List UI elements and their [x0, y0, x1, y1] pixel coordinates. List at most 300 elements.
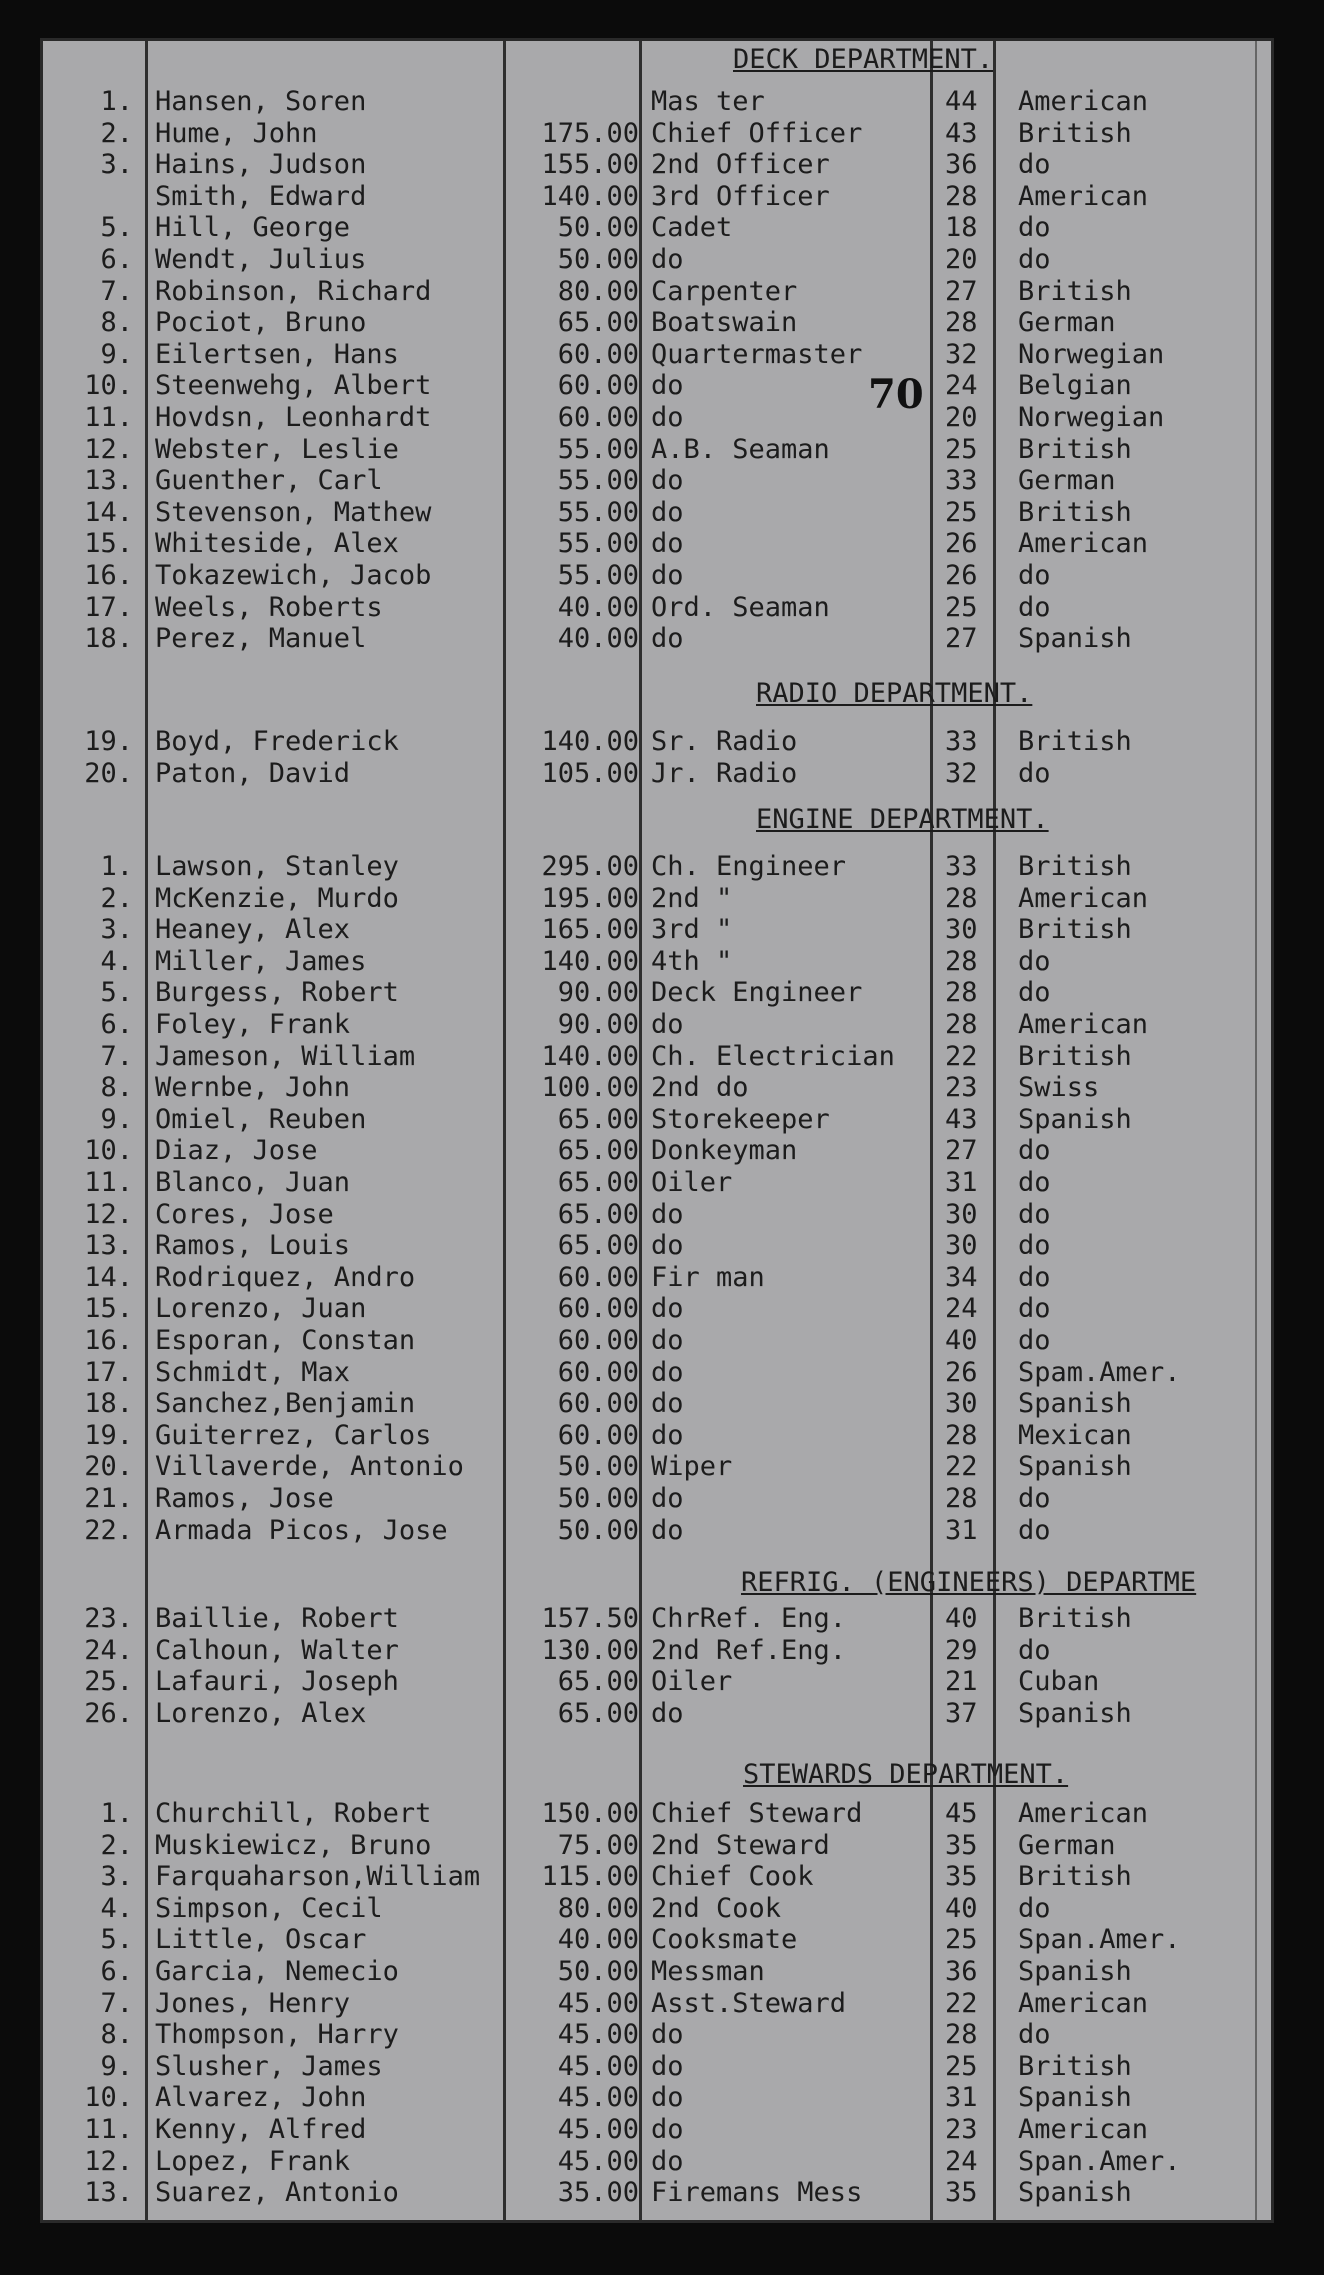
rating: Cadet — [651, 212, 733, 244]
monthly-wage: 65.00 — [557, 1135, 639, 1167]
table-row — [43, 434, 1271, 466]
crew-name: Lafauri, Joseph — [155, 1666, 399, 1698]
row-number: 17. — [84, 591, 133, 623]
nationality: Spanish — [1018, 1451, 1132, 1483]
rating: Quartermaster — [651, 338, 863, 370]
monthly-wage: 80.00 — [557, 275, 639, 307]
rating: do — [651, 560, 684, 591]
table-row — [43, 86, 1271, 118]
table-row — [43, 1924, 1271, 1956]
monthly-wage: 55.00 — [557, 465, 639, 497]
nationality: do — [1018, 1514, 1051, 1546]
rating: ChrRef. Eng. — [651, 1603, 847, 1634]
age: 20 — [945, 402, 978, 433]
nationality: Norwegian — [1018, 338, 1165, 370]
crew-name: Baillie, Robert — [155, 1603, 399, 1634]
age: 18 — [945, 212, 978, 244]
monthly-wage: 40.00 — [557, 591, 639, 623]
monthly-wage: 60.00 — [557, 1261, 639, 1293]
nationality: American — [1018, 2114, 1149, 2145]
table-row — [43, 1104, 1271, 1136]
row-number: 24. — [84, 1634, 133, 1666]
crew-name: Jones, Henry — [155, 1987, 351, 2019]
table-row — [43, 2051, 1271, 2083]
crew-name: Ramos, Jose — [155, 1483, 334, 1514]
table-row — [43, 883, 1271, 915]
crew-name: Pociot, Bruno — [155, 307, 367, 339]
monthly-wage: 60.00 — [557, 402, 639, 433]
row-number: 25. — [84, 1666, 133, 1698]
rating: Deck Engineer — [651, 977, 863, 1009]
crew-name: Hansen, Soren — [155, 86, 367, 117]
monthly-wage: 140.00 — [541, 1040, 639, 1072]
crew-name: Villaverde, Antonio — [155, 1451, 464, 1483]
row-number: 14. — [84, 1261, 133, 1293]
nationality: Spanish — [1018, 1388, 1132, 1420]
monthly-wage: 45.00 — [557, 2145, 639, 2177]
crew-name: Webster, Leslie — [155, 433, 399, 465]
row-number: 19. — [84, 1419, 133, 1451]
age: 36 — [945, 1956, 978, 1987]
rating: Mas ter — [651, 86, 765, 117]
row-number: 6. — [100, 1009, 133, 1040]
crew-name: Foley, Frank — [155, 1009, 351, 1040]
row-number: 14. — [84, 496, 133, 528]
age: 26 — [945, 560, 978, 591]
monthly-wage: 65.00 — [557, 1230, 639, 1262]
rating: 3rd Officer — [651, 180, 830, 212]
age: 43 — [945, 1103, 978, 1135]
rating: do — [651, 496, 684, 528]
age: 25 — [945, 1924, 978, 1956]
age: 25 — [945, 496, 978, 528]
table-row — [43, 1009, 1271, 1041]
monthly-wage: 140.00 — [541, 180, 639, 212]
nationality: do — [1018, 977, 1051, 1009]
nationality: do — [1018, 1634, 1051, 1666]
row-number: 3. — [100, 1861, 133, 1893]
nationality: do — [1018, 560, 1051, 591]
row-number: 10. — [84, 1135, 133, 1167]
monthly-wage: 90.00 — [557, 1009, 639, 1040]
monthly-wage: 130.00 — [541, 1634, 639, 1666]
rating: do — [651, 1325, 684, 1356]
monthly-wage: 40.00 — [557, 623, 639, 655]
monthly-wage: 60.00 — [557, 370, 639, 402]
crew-name: Slusher, James — [155, 2050, 383, 2082]
row-number: 3. — [100, 914, 133, 946]
rating: Cooksmate — [651, 1924, 798, 1956]
monthly-wage: 60.00 — [557, 1356, 639, 1388]
monthly-wage: 60.00 — [557, 1388, 639, 1420]
table-row — [43, 149, 1271, 181]
nationality: Spanish — [1018, 623, 1132, 655]
table-row — [43, 851, 1271, 883]
age: 20 — [945, 244, 978, 275]
rating: Carpenter — [651, 275, 798, 307]
rating: do — [651, 2145, 684, 2177]
row-number: 16. — [84, 1325, 133, 1356]
table-row — [43, 1451, 1271, 1483]
row-number: 19. — [84, 726, 133, 757]
rating: 2nd Steward — [651, 1829, 830, 1861]
crew-name: Garcia, Nemecio — [155, 1956, 399, 1987]
crew-name: Esporan, Constan — [155, 1325, 416, 1356]
nationality: British — [1018, 914, 1132, 946]
crew-name: Little, Oscar — [155, 1924, 367, 1956]
table-row — [43, 1388, 1271, 1420]
age: 40 — [945, 1892, 978, 1924]
crew-name: Kenny, Alfred — [155, 2114, 367, 2145]
age: 27 — [945, 623, 978, 655]
table-row — [43, 623, 1271, 655]
rating: Ch. Engineer — [651, 851, 847, 882]
monthly-wage: 60.00 — [557, 1325, 639, 1356]
crew-name: Hume, John — [155, 117, 318, 149]
row-number: 8. — [100, 2019, 133, 2051]
age: 21 — [945, 1666, 978, 1698]
monthly-wage: 195.00 — [541, 882, 639, 914]
monthly-wage: 295.00 — [541, 851, 639, 882]
table-row — [43, 758, 1271, 790]
crew-name: Suarez, Antonio — [155, 2177, 399, 2209]
table-row — [43, 1420, 1271, 1452]
crew-name: Sanchez,Benjamin — [155, 1388, 416, 1420]
nationality: do — [1018, 1261, 1051, 1293]
table-row — [43, 465, 1271, 497]
crew-name: Heaney, Alex — [155, 914, 351, 946]
age: 28 — [945, 1419, 978, 1451]
crew-name: Jameson, William — [155, 1040, 416, 1072]
nationality: British — [1018, 851, 1132, 882]
table-row — [43, 181, 1271, 213]
nationality: do — [1018, 244, 1051, 275]
rating: do — [651, 528, 684, 560]
table-row — [43, 560, 1271, 592]
table-row — [43, 1293, 1271, 1325]
age: 33 — [945, 726, 978, 757]
age: 27 — [945, 1135, 978, 1167]
row-number: 18. — [84, 1388, 133, 1420]
row-number: 10. — [84, 370, 133, 402]
row-number: 11. — [84, 402, 133, 433]
monthly-wage: 75.00 — [557, 1829, 639, 1861]
nationality: Mexican — [1018, 1419, 1132, 1451]
rating: 2nd Ref.Eng. — [651, 1634, 847, 1666]
row-number: 22. — [84, 1514, 133, 1546]
row-number: 6. — [100, 1956, 133, 1987]
rating: Messman — [651, 1956, 765, 1987]
table-row — [43, 1357, 1271, 1389]
table-row — [43, 244, 1271, 276]
crew-name: Lorenzo, Alex — [155, 1697, 367, 1729]
age: 26 — [945, 1356, 978, 1388]
monthly-wage: 80.00 — [557, 1892, 639, 1924]
row-number: 15. — [84, 1293, 133, 1325]
row-number: 2. — [100, 1829, 133, 1861]
crew-name: Schmidt, Max — [155, 1356, 351, 1388]
monthly-wage: 45.00 — [557, 2082, 639, 2114]
table-row — [43, 726, 1271, 758]
age: 25 — [945, 2050, 978, 2082]
monthly-wage: 60.00 — [557, 338, 639, 370]
nationality: German — [1018, 1829, 1116, 1861]
crew-name: Lawson, Stanley — [155, 851, 399, 882]
age: 33 — [945, 465, 978, 497]
table-row — [43, 1698, 1271, 1730]
row-number: 1. — [100, 851, 133, 882]
age: 23 — [945, 1072, 978, 1104]
nationality: Span.Amer. — [1018, 2145, 1181, 2177]
rating: do — [651, 370, 684, 402]
table-row — [43, 1635, 1271, 1667]
monthly-wage: 50.00 — [557, 1451, 639, 1483]
nationality: Spam.Amer. — [1018, 1356, 1181, 1388]
row-number: 18. — [84, 623, 133, 655]
rating: 3rd " — [651, 914, 733, 946]
rating: do — [651, 1697, 684, 1729]
table-row — [43, 1830, 1271, 1862]
monthly-wage: 50.00 — [557, 1514, 639, 1546]
row-number: 11. — [84, 2114, 133, 2145]
crew-name: Farquaharson,William — [155, 1861, 481, 1893]
nationality: American — [1018, 86, 1149, 117]
monthly-wage: 60.00 — [557, 1419, 639, 1451]
monthly-wage: 55.00 — [557, 496, 639, 528]
monthly-wage: 50.00 — [557, 1956, 639, 1987]
age: 28 — [945, 977, 978, 1009]
monthly-wage: 65.00 — [557, 1103, 639, 1135]
rating: Jr. Radio — [651, 757, 798, 789]
nationality: Spanish — [1018, 1956, 1132, 1987]
nationality: Spanish — [1018, 2177, 1132, 2209]
table-row — [43, 946, 1271, 978]
nationality: do — [1018, 149, 1051, 181]
monthly-wage: 157.50 — [541, 1603, 639, 1634]
table-row — [43, 1988, 1271, 2020]
row-number: 12. — [84, 433, 133, 465]
crew-name: Perez, Manuel — [155, 623, 367, 655]
rating: 2nd " — [651, 882, 733, 914]
rating: 2nd do — [651, 1072, 749, 1104]
table-row — [43, 370, 1271, 402]
table-row — [43, 339, 1271, 371]
rating: Wiper — [651, 1451, 733, 1483]
nationality: Spanish — [1018, 2082, 1132, 2114]
monthly-wage: 65.00 — [557, 1666, 639, 1698]
table-row — [43, 1861, 1271, 1893]
nationality: American — [1018, 1009, 1149, 1040]
row-number: 26. — [84, 1697, 133, 1729]
rating: Sr. Radio — [651, 726, 798, 757]
monthly-wage: 45.00 — [557, 2114, 639, 2145]
age: 31 — [945, 1514, 978, 1546]
crew-name: Lopez, Frank — [155, 2145, 351, 2177]
monthly-wage: 40.00 — [557, 1924, 639, 1956]
row-number: 4. — [100, 945, 133, 977]
rating: 2nd Officer — [651, 149, 830, 181]
row-number: 13. — [84, 2177, 133, 2209]
age: 28 — [945, 945, 978, 977]
crew-name: Steenwehg, Albert — [155, 370, 432, 402]
age: 31 — [945, 2082, 978, 2114]
age: 28 — [945, 1009, 978, 1040]
rating: do — [651, 1419, 684, 1451]
monthly-wage: 150.00 — [541, 1798, 639, 1829]
crew-name: Robinson, Richard — [155, 275, 432, 307]
row-number: 3. — [100, 149, 133, 181]
crew-name: Wendt, Julius — [155, 244, 367, 275]
age: 28 — [945, 882, 978, 914]
row-number: 13. — [84, 465, 133, 497]
crew-name: Lorenzo, Juan — [155, 1293, 367, 1325]
age: 30 — [945, 1198, 978, 1230]
crew-name: Wernbe, John — [155, 1072, 351, 1104]
nationality: do — [1018, 1892, 1051, 1924]
row-number: 2. — [100, 882, 133, 914]
age: 30 — [945, 1388, 978, 1420]
monthly-wage: 140.00 — [541, 726, 639, 757]
age: 30 — [945, 914, 978, 946]
crew-name: Churchill, Robert — [155, 1798, 432, 1829]
age: 25 — [945, 591, 978, 623]
row-number: 10. — [84, 2082, 133, 2114]
age: 32 — [945, 757, 978, 789]
age: 40 — [945, 1325, 978, 1356]
monthly-wage: 65.00 — [557, 1697, 639, 1729]
nationality: Swiss — [1018, 1072, 1100, 1104]
crew-name: Muskiewicz, Bruno — [155, 1829, 432, 1861]
rating: do — [651, 2019, 684, 2051]
crew-name: Guiterrez, Carlos — [155, 1419, 432, 1451]
row-number: 5. — [100, 212, 133, 244]
table-row — [43, 1135, 1271, 1167]
table-row — [43, 1230, 1271, 1262]
monthly-wage: 60.00 — [557, 1293, 639, 1325]
crew-name: Burgess, Robert — [155, 977, 399, 1009]
monthly-wage: 45.00 — [557, 2019, 639, 2051]
nationality: Spanish — [1018, 1697, 1132, 1729]
crew-name: Miller, James — [155, 945, 367, 977]
table-row — [43, 2146, 1271, 2178]
crew-name: Guenther, Carl — [155, 465, 383, 497]
row-number: 9. — [100, 2050, 133, 2082]
table-row — [43, 2114, 1271, 2146]
crew-name: Hains, Judson — [155, 149, 367, 181]
rating: Storekeeper — [651, 1103, 830, 1135]
age: 37 — [945, 1697, 978, 1729]
nationality: Norwegian — [1018, 402, 1165, 433]
rating: Oiler — [651, 1167, 733, 1198]
rating: do — [651, 2082, 684, 2114]
monthly-wage: 50.00 — [557, 1483, 639, 1514]
table-row — [43, 1262, 1271, 1294]
rating: do — [651, 402, 684, 433]
table-row — [43, 1483, 1271, 1515]
row-number: 16. — [84, 560, 133, 591]
age: 45 — [945, 1798, 978, 1829]
table-row — [43, 1666, 1271, 1698]
nationality: British — [1018, 2050, 1132, 2082]
monthly-wage: 155.00 — [541, 149, 639, 181]
monthly-wage: 165.00 — [541, 914, 639, 946]
row-number: 7. — [100, 1987, 133, 2019]
crew-name: Diaz, Jose — [155, 1135, 318, 1167]
rating: do — [651, 465, 684, 497]
nationality: do — [1018, 1325, 1051, 1356]
nationality: British — [1018, 1040, 1132, 1072]
department-header: ENGINE DEPARTMENT. — [756, 804, 1049, 835]
rating: do — [651, 1514, 684, 1546]
row-number: 7. — [100, 275, 133, 307]
nationality: do — [1018, 2019, 1051, 2051]
age: 24 — [945, 2145, 978, 2177]
table-row — [43, 528, 1271, 560]
monthly-wage: 35.00 — [557, 2177, 639, 2209]
rating: Asst.Steward — [651, 1987, 847, 2019]
rating: do — [651, 244, 684, 275]
rating: do — [651, 1198, 684, 1230]
age: 43 — [945, 117, 978, 149]
age: 24 — [945, 1293, 978, 1325]
crew-name: Eilertsen, Hans — [155, 338, 399, 370]
age: 25 — [945, 433, 978, 465]
nationality: British — [1018, 496, 1132, 528]
nationality: American — [1018, 1987, 1149, 2019]
rating: Boatswain — [651, 307, 798, 339]
row-number: 17. — [84, 1356, 133, 1388]
table-row — [43, 1072, 1271, 1104]
monthly-wage: 100.00 — [541, 1072, 639, 1104]
rating: do — [651, 1230, 684, 1262]
nationality: do — [1018, 1198, 1051, 1230]
department-header: REFRIG. (ENGINEERS) DEPARTME — [741, 1567, 1197, 1598]
rating: Chief Steward — [651, 1798, 863, 1829]
rating: do — [651, 1356, 684, 1388]
crew-name: Hovdsn, Leonhardt — [155, 402, 432, 433]
row-number: 11. — [84, 1167, 133, 1198]
crew-name: Whiteside, Alex — [155, 528, 399, 560]
department-header: STEWARDS DEPARTMENT. — [743, 1759, 1069, 1790]
age: 22 — [945, 1451, 978, 1483]
table-row — [43, 118, 1271, 150]
table-row — [43, 402, 1271, 434]
age: 36 — [945, 149, 978, 181]
rating: 4th " — [651, 945, 733, 977]
department-header: RADIO DEPARTMENT. — [756, 678, 1033, 709]
age: 30 — [945, 1230, 978, 1262]
rating: Donkeyman — [651, 1135, 798, 1167]
nationality: do — [1018, 945, 1051, 977]
age: 22 — [945, 1040, 978, 1072]
age: 35 — [945, 1861, 978, 1893]
row-number: 6. — [100, 244, 133, 275]
rating: Fir man — [651, 1261, 765, 1293]
nationality: Cuban — [1018, 1666, 1100, 1698]
age: 28 — [945, 180, 978, 212]
nationality: British — [1018, 117, 1132, 149]
crew-name: Omiel, Reuben — [155, 1103, 367, 1135]
crew-name: Paton, David — [155, 757, 351, 789]
rating: do — [651, 1483, 684, 1514]
crew-name: Simpson, Cecil — [155, 1892, 383, 1924]
monthly-wage: 55.00 — [557, 528, 639, 560]
monthly-wage: 65.00 — [557, 1167, 639, 1198]
crew-name: Weels, Roberts — [155, 591, 383, 623]
nationality: do — [1018, 1167, 1051, 1198]
rating: Oiler — [651, 1666, 733, 1698]
monthly-wage: 65.00 — [557, 1198, 639, 1230]
